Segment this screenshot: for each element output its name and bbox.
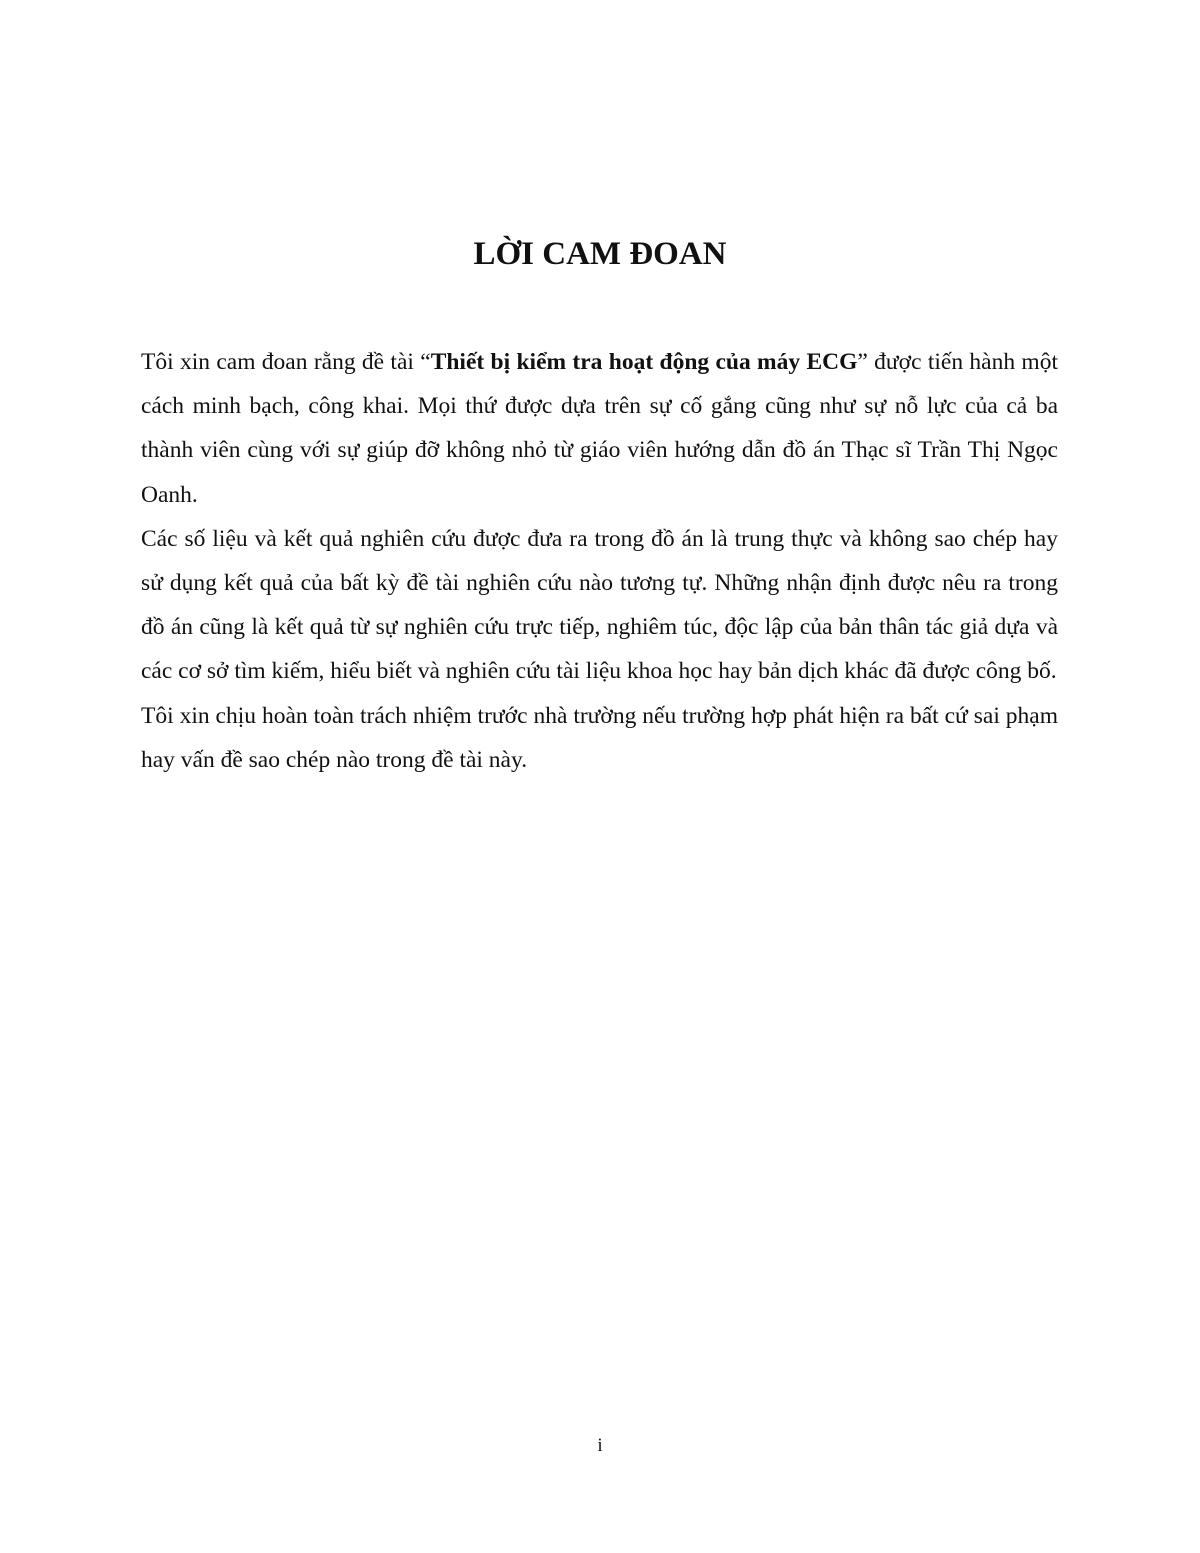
page-title: LỜI CAM ĐOAN [473,236,727,272]
paragraph-1-rest: ” được tiến hành một cách minh bạch, công khai. Mọi thứ được dựa trên sự cố gắng cũng như sự nỗ lực của cả ba thành viên cùng với sự giúp đỡ không nhỏ từ giáo viên hướng dẫn đồ án Thạc sĩ Trần Thị Ngọc Oanh. [141,349,1058,508]
page-number: i [597,1435,603,1456]
thesis-topic-title: Thiết bị kiểm tra hoạt động của máy ECG [430,349,858,375]
declaration-body [141,340,1058,782]
paragraph-3: Tôi xin chịu hoàn toàn trách nhiệm trước nhà trường nếu trường hợp phát hiện ra bất cứ sai phạm hay vấn đề sao chép nào trong đề tài này. [141,702,1058,773]
paragraph-1 [141,340,1058,517]
paragraph-2: Các số liệu và kết quả nghiên cứu được đưa ra trong đồ án là trung thực và không sao chép hay sử dụng kết quả của bất kỳ đề tài nghiên cứu nào tương tự. Những nhận định được nêu ra trong đồ án cũng là kết quả từ sự nghiên cứu trực tiếp, nghiêm túc, độc lập của bản thân tác giả dựa và các cơ sở tìm kiếm, hiểu biết và nghiên cứu tài liệu khoa học hay bản dịch khác đã được công bố. [141,525,1058,685]
paragraph-1-intro: Tôi xin cam đoan rằng đề tài “ [141,349,431,375]
